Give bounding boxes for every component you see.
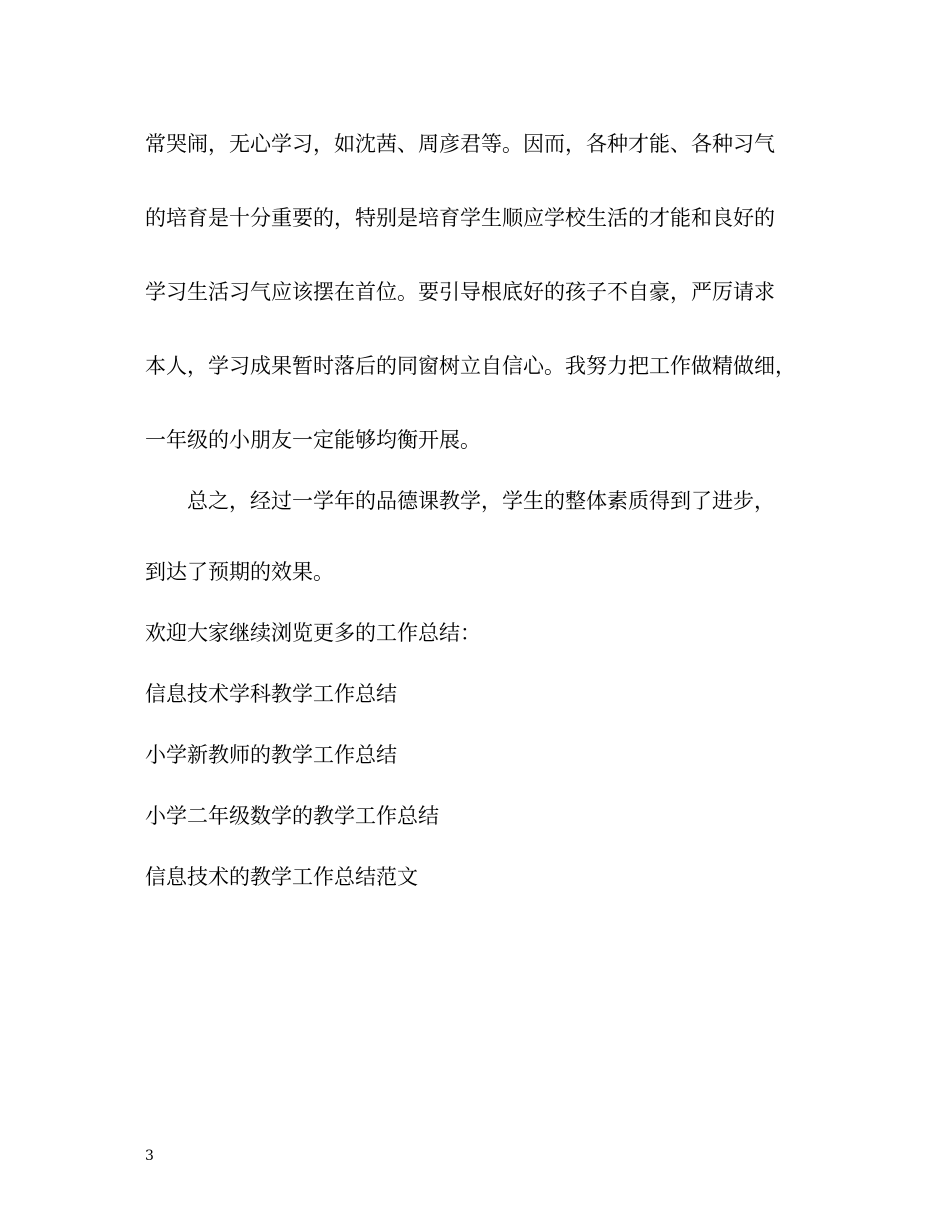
body-line-1: 常哭闹，无心学习，如沈茜、周彦君等。因而，各种才能、各种习气 <box>145 132 775 156</box>
related-link-4[interactable]: 信息技术的教学工作总结范文 <box>145 865 418 889</box>
body-line-6: 总之，经过一学年的品德课教学，学生的整体素质得到了进步， <box>187 489 775 513</box>
body-line-3: 学习生活习气应该摆在首位。要引导根底好的孩子不自豪，严厉请求 <box>145 280 775 304</box>
body-line-7: 到达了预期的效果。 <box>145 560 334 584</box>
related-link-1[interactable]: 信息技术学科教学工作总结 <box>145 682 397 706</box>
body-line-5: 一年级的小朋友一定能够均衡开展。 <box>145 428 481 452</box>
more-prompt: 欢迎大家继续浏览更多的工作总结： <box>145 621 481 645</box>
body-line-4: 本人，学习成果暂时落后的同窗树立自信心。我努力把工作做精做细， <box>145 354 796 378</box>
related-link-3[interactable]: 小学二年级数学的教学工作总结 <box>145 804 439 828</box>
related-link-2[interactable]: 小学新教师的教学工作总结 <box>145 743 397 767</box>
body-line-2: 的培育是十分重要的，特别是培育学生顺应学校生活的才能和良好的 <box>145 206 775 230</box>
page-number: 3 <box>145 1148 154 1164</box>
